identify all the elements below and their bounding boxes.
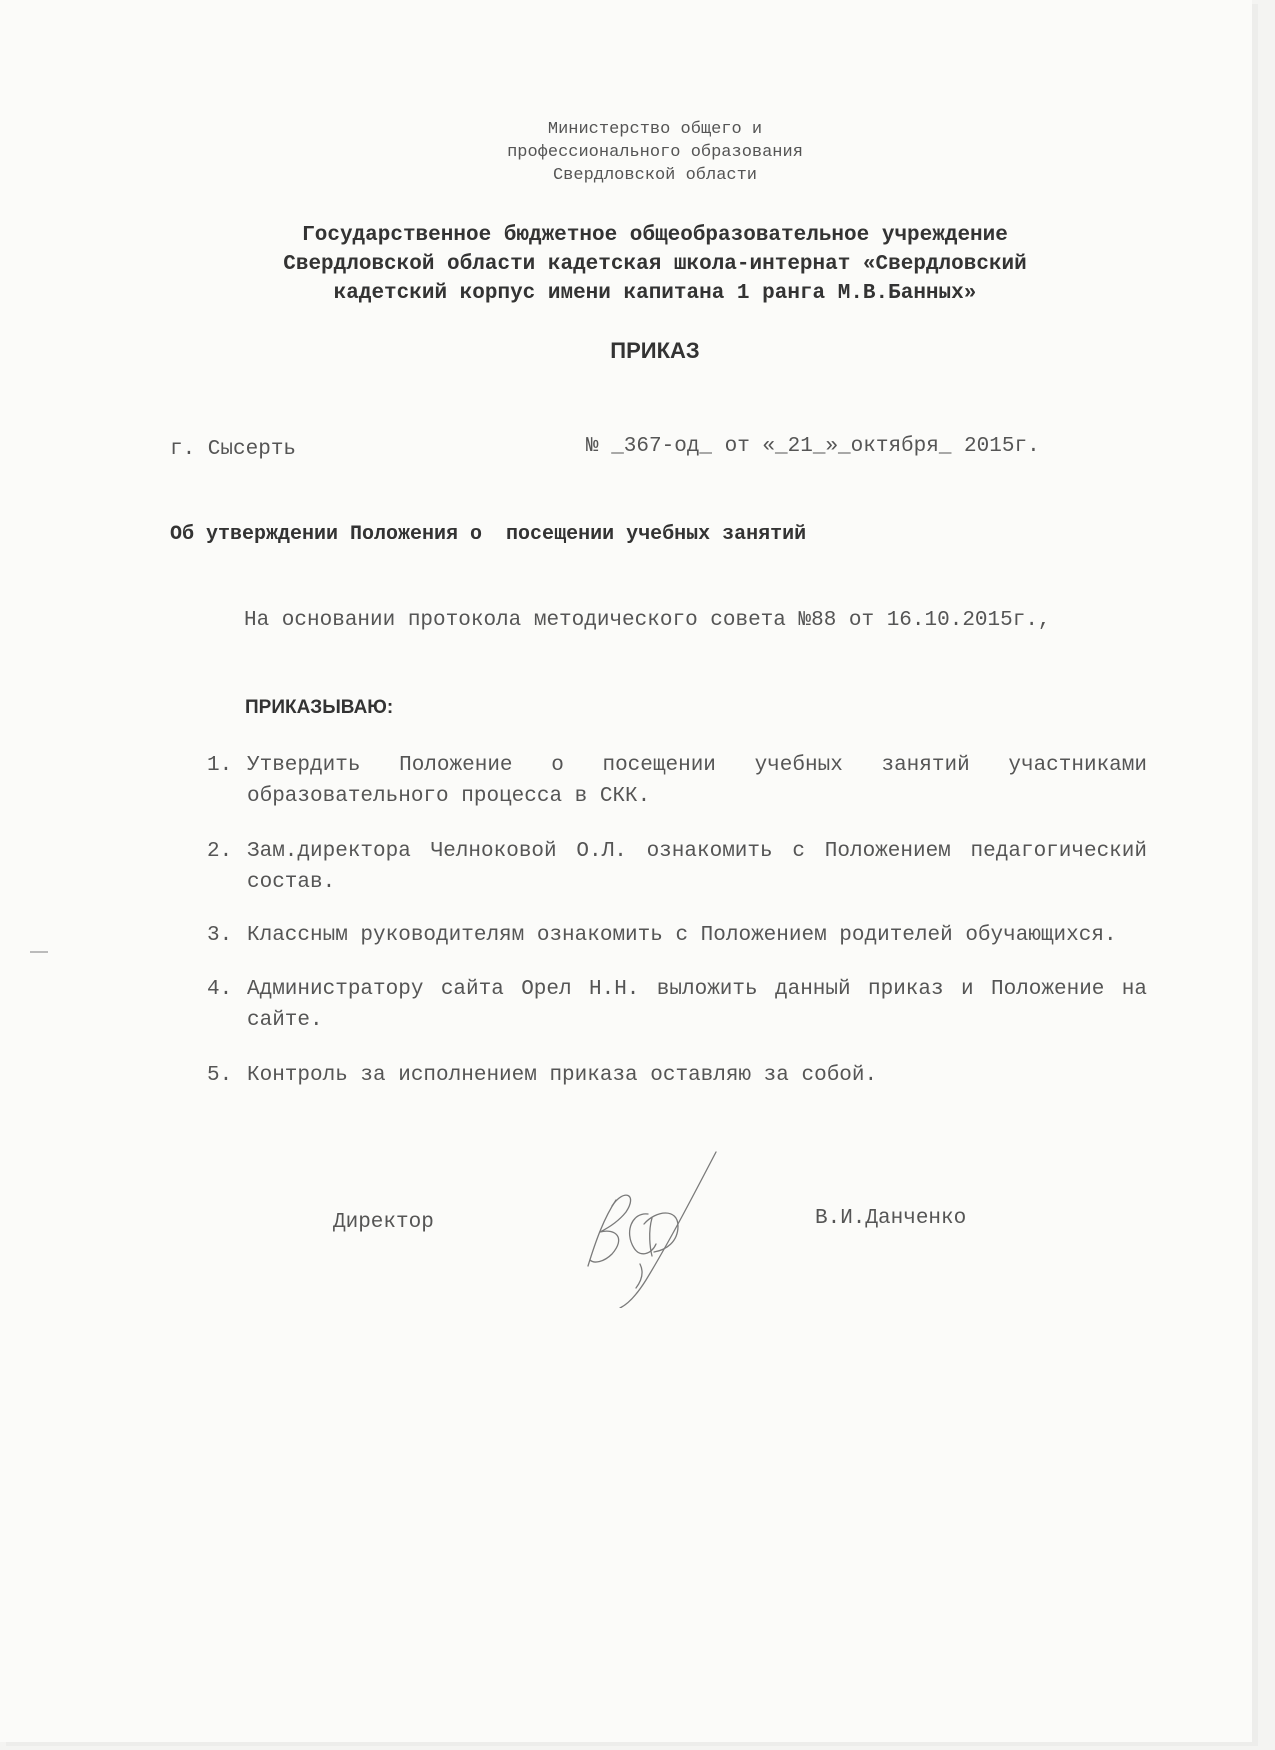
order-directive: ПРИКАЗЫВАЮ: [245,697,394,718]
order-item-number: 5. [207,1064,233,1087]
institution-line: Государственное бюджетное общеобразовательное учреждение [302,224,1008,247]
institution-line: Свердловской области кадетская школа-интернат «Свердловский [283,253,1027,276]
order-subject: Об утверждении Положения о посещении учебных занятий [170,523,807,546]
order-item-text: Утвердить Положение о посещении учебных занятий участниками образовательного процесса в СКК. [247,754,1147,808]
order-item [207,836,1147,898]
order-item-text: Классным руководителям ознакомить с Положением родителей обучающихся. [247,924,1117,947]
ministry-line: Свердловской области [552,166,758,185]
document-title: ПРИКАЗ [610,338,700,363]
ministry-header [0,118,1275,187]
order-item [207,750,1147,812]
city: г. Сысерть [170,438,297,461]
order-item-number: 4. [207,978,233,1001]
order-basis: На основании протокола методического совета №88 от 16.10.2015г., [244,609,1051,632]
order-item-text: Администратору сайта Орел Н.Н. выложить данный приказ и Положение на сайте. [247,978,1147,1032]
order-item [207,974,1147,1036]
institution-line: кадетский корпус имени капитана 1 ранга М.В.Банных» [333,282,977,305]
order-items [207,750,1147,1115]
ministry-line: Министерство общего и [547,120,763,139]
institution-header [0,221,1275,308]
order-item-text: Контроль за исполнением приказа оставляю за собой. [247,1064,878,1087]
order-item-text: Зам.директора Челноковой О.Л. ознакомить с Положением педагогический состав. [247,840,1147,894]
order-item [207,1060,1147,1091]
order-item-number: 1. [207,754,233,777]
order-item-number: 2. [207,840,233,863]
signer-role: Директор [333,1211,434,1234]
ministry-line: профессионального образования [507,143,803,162]
order-item [207,920,1147,951]
order-number-date: № _367-од_ от «_21_»_октября_ 2015г. [586,435,1040,458]
signer-name: В.И.Данченко [815,1207,967,1230]
handwritten-signature [582,1148,742,1308]
order-item-number: 3. [207,924,233,947]
scan-artifact [30,951,48,953]
